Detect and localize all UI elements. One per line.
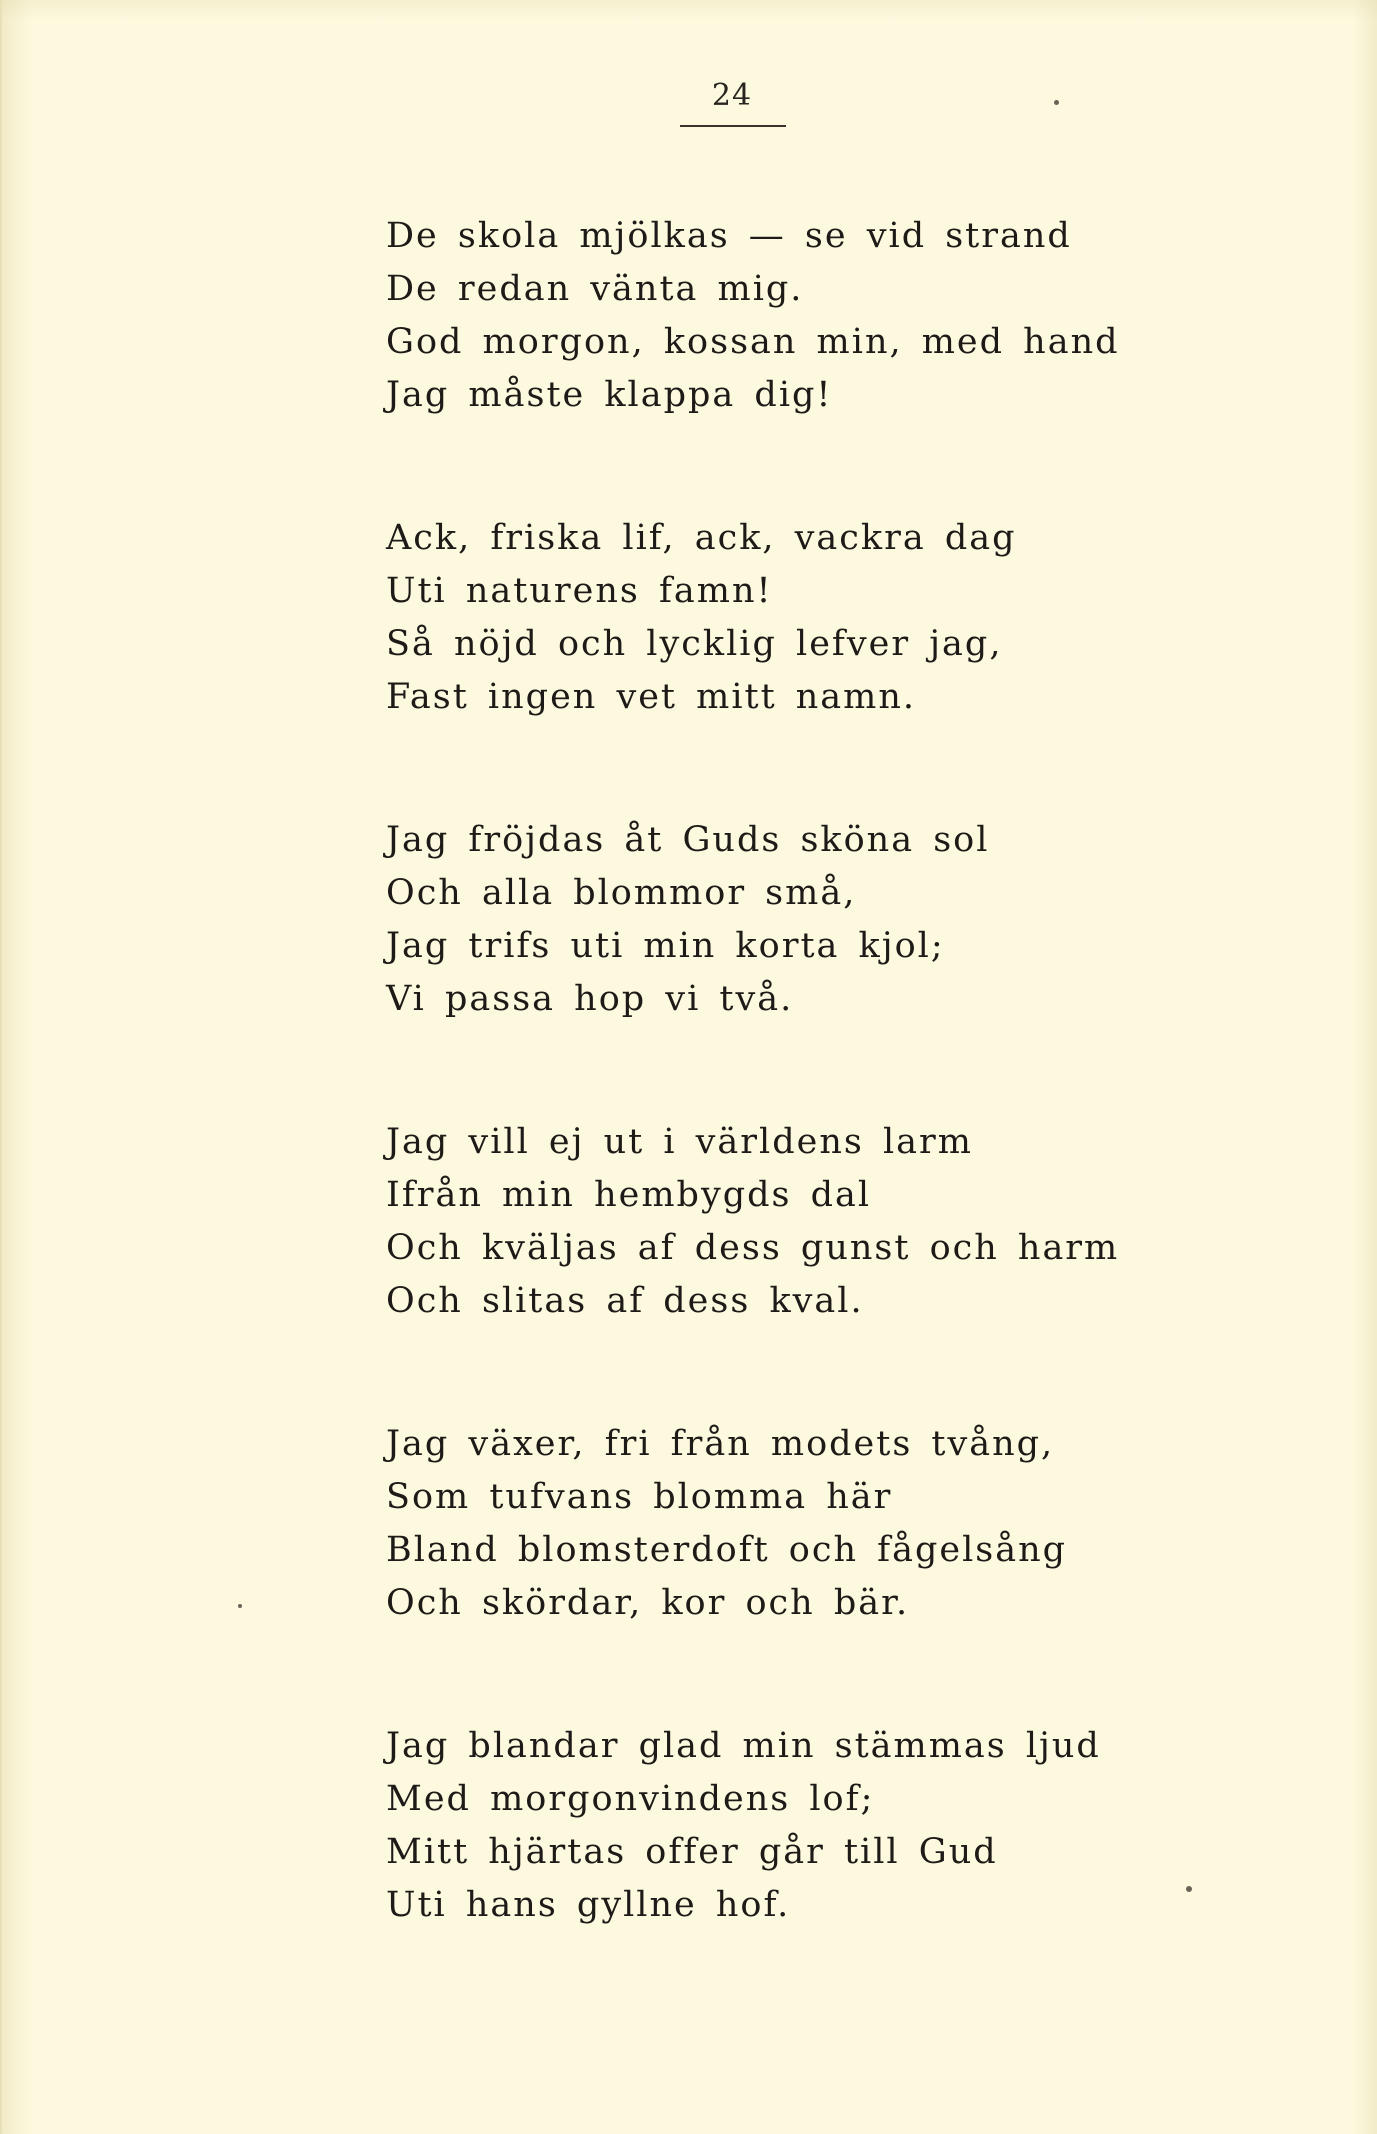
poem-line: Jag fröjdas åt Guds sköna sol [386, 820, 990, 860]
poem-line: De skola mjölkas — se vid strand [386, 216, 1072, 256]
poem-line: Jag trifs uti min korta kjol; [386, 926, 945, 966]
stanza [386, 1720, 1101, 1932]
paper-speck [1054, 100, 1059, 105]
poem-line: Som tufvans blomma här [386, 1477, 893, 1517]
poem-line: Jag måste klappa dig! [386, 375, 833, 415]
poem-line: Med morgonvindens lof; [386, 1779, 875, 1819]
poem-line: Så nöjd och lycklig lefver jag, [386, 624, 1003, 664]
poem-line: Fast ingen vet mitt namn. [386, 677, 917, 717]
poem [386, 210, 1120, 2022]
poem-line: Och alla blommor små, [386, 873, 857, 913]
paper-speck [1186, 1886, 1192, 1892]
poem-line: Jag blandar glad min stämmas ljud [386, 1726, 1101, 1766]
poem-line: God morgon, kossan min, med hand [386, 322, 1120, 362]
stanza [386, 210, 1120, 422]
poem-line: De redan vänta mig. [386, 269, 804, 309]
page-number: 24 [711, 78, 753, 113]
page-number-rule [680, 125, 786, 127]
stanza [386, 1418, 1086, 1630]
poem-line: Jag vill ej ut i världens larm [386, 1122, 973, 1162]
poem-line: Uti hans gyllne hof. [386, 1885, 791, 1925]
stanza [386, 512, 1086, 724]
poem-line: Ack, friska lif, ack, vackra dag [386, 518, 1017, 558]
poem-line: Och skördar, kor och bär. [386, 1583, 910, 1623]
poem-line: Och slitas af dess kval. [386, 1281, 864, 1321]
poem-line: Jag växer, fri från modets tvång, [386, 1424, 1055, 1464]
poem-line: Mitt hjärtas offer går till Gud [386, 1832, 998, 1872]
stanza [386, 1116, 1120, 1328]
poem-line: Ifrån min hembygds dal [386, 1175, 872, 1215]
poem-line: Och kväljas af dess gunst och harm [386, 1228, 1120, 1268]
stanza [386, 814, 1086, 1026]
poem-line: Vi passa hop vi två. [386, 979, 794, 1019]
poem-line: Bland blomsterdoft och fågelsång [386, 1530, 1068, 1570]
poem-line: Uti naturens famn! [386, 571, 773, 611]
paper-speck [238, 1604, 242, 1608]
